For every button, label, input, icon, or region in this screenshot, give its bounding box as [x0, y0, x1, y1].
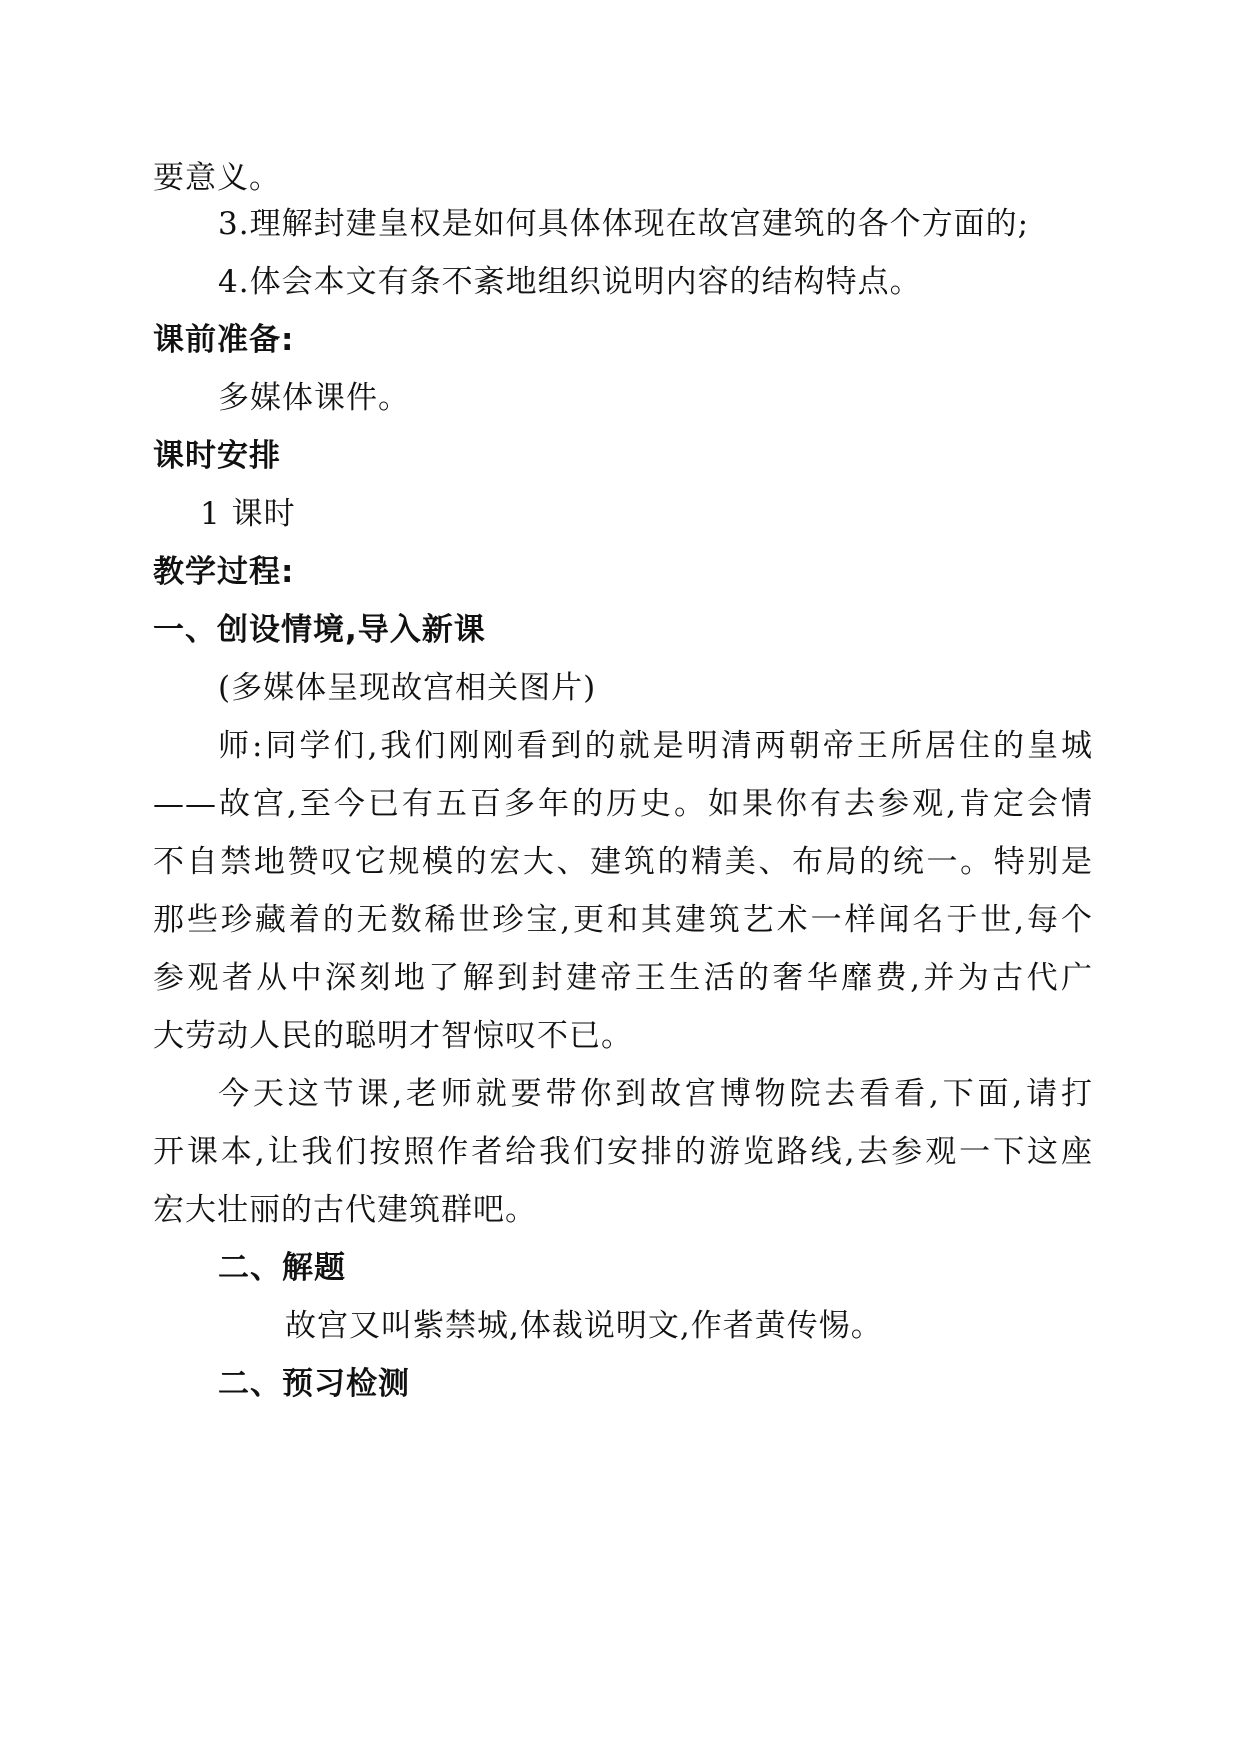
schedule-text: 1 课时	[200, 496, 296, 532]
preparation-text: 多媒体课件。	[218, 380, 410, 416]
paragraph-line: 不自禁地赞叹它规模的宏大、建筑的精美、布局的统一。特别是	[153, 844, 1093, 880]
paragraph-line: 师:同学们,我们刚刚看到的就是明清两朝帝王所居住的皇城	[218, 728, 1093, 764]
title-analysis-text: 故宫又叫紫禁城,体裁说明文,作者黄传惕。	[285, 1308, 883, 1344]
subsection-heading-preview-check: 二、预习检测	[218, 1366, 410, 1402]
paragraph-line: 那些珍藏着的无数稀世珍宝,更和其建筑艺术一样闻名于世,每个	[153, 902, 1093, 938]
paragraph-line: 今天这节课,老师就要带你到故宫博物院去看看,下面,请打	[218, 1076, 1093, 1112]
paragraph-line: 大劳动人民的聪明才智惊叹不已。	[153, 1018, 633, 1054]
media-note: (多媒体呈现故宫相关图片)	[218, 670, 597, 706]
paragraph-line: ——故宫,至今已有五百多年的历史。如果你有去参观,肯定会情	[153, 786, 1093, 822]
objective-4: 4.体会本文有条不紊地组织说明内容的结构特点。	[218, 264, 922, 300]
subsection-heading-introduction: 一、创设情境,导入新课	[153, 612, 486, 648]
text-line: 要意义。	[153, 160, 281, 196]
subsection-heading-title-analysis: 二、解题	[218, 1250, 346, 1286]
paragraph-line: 参观者从中深刻地了解到封建帝王生活的奢华靡费,并为古代广	[153, 960, 1093, 996]
objective-3: 3.理解封建皇权是如何具体体现在故宫建筑的各个方面的;	[218, 206, 1030, 242]
paragraph-line: 宏大壮丽的古代建筑群吧。	[153, 1192, 537, 1228]
section-heading-schedule: 课时安排	[153, 438, 281, 474]
paragraph-line: 开课本,让我们按照作者给我们安排的游览路线,去参观一下这座	[153, 1134, 1093, 1170]
section-heading-process: 教学过程:	[153, 554, 295, 590]
section-heading-preparation: 课前准备:	[153, 322, 295, 358]
